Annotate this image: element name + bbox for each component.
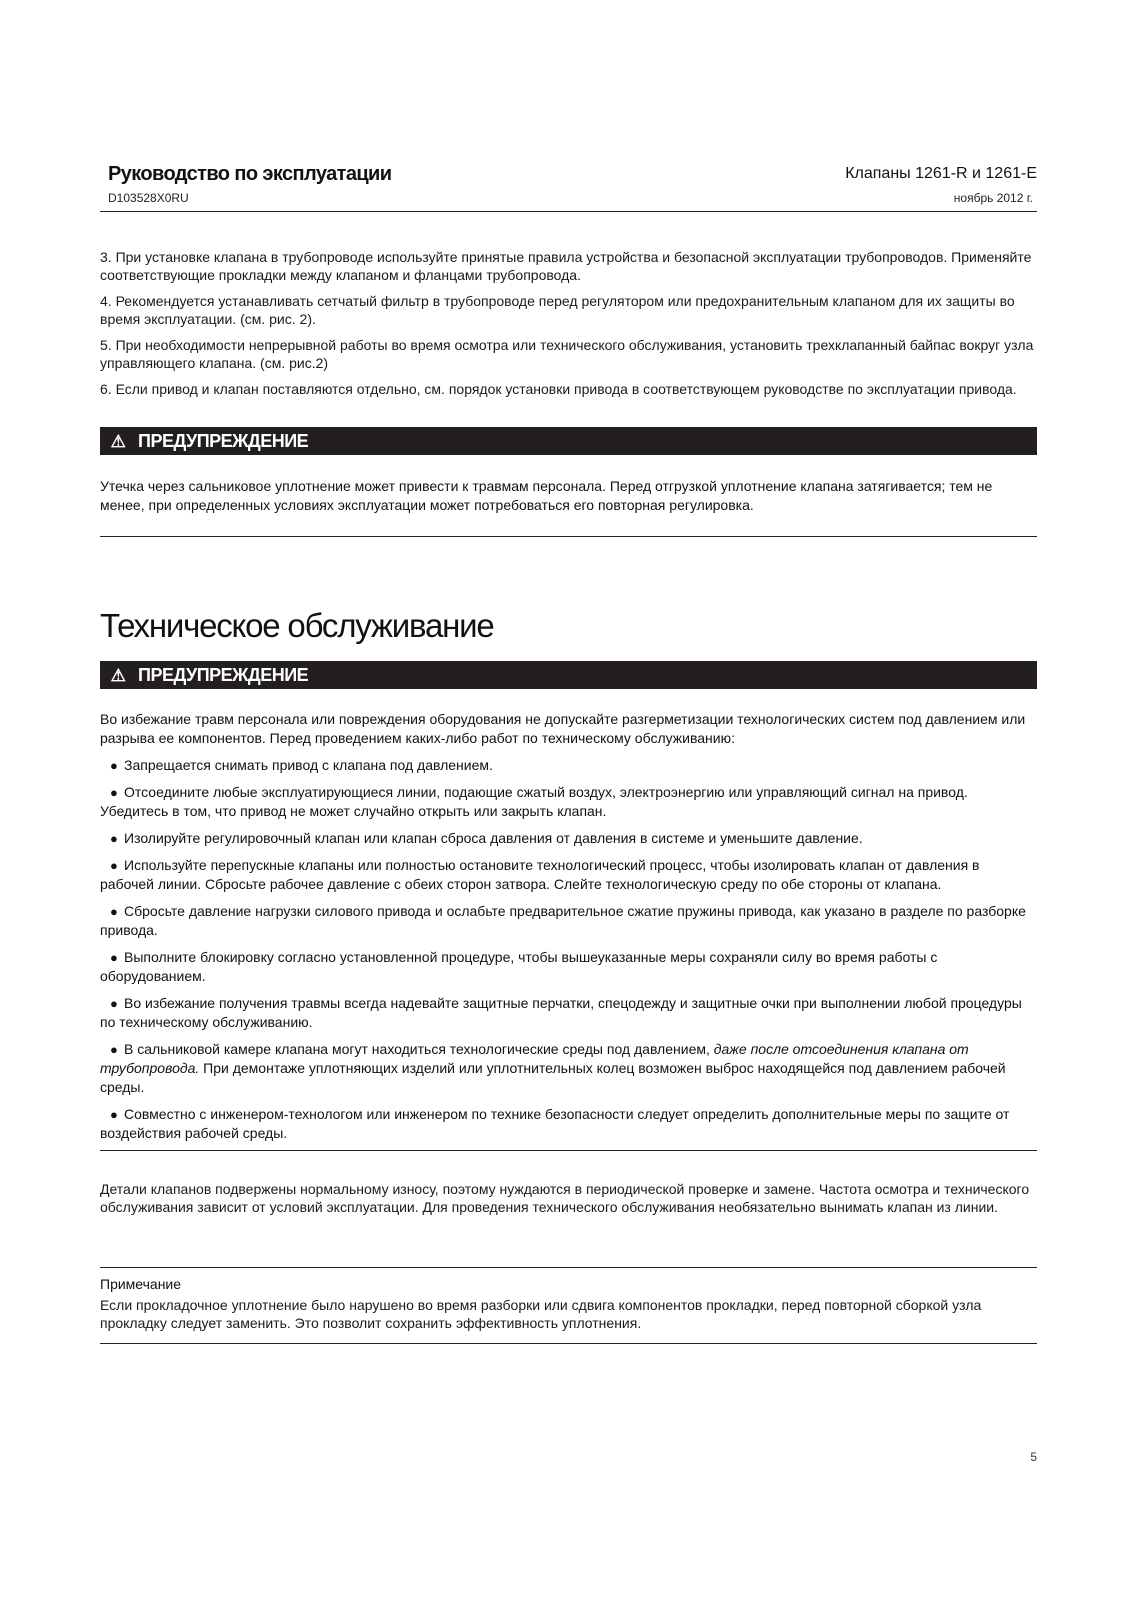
product-name: Клапаны 1261-R и 1261-E xyxy=(845,165,1037,182)
bullet-icon: ● xyxy=(110,858,118,873)
install-step-4: 4. Рекомендуется устанавливать сетчатый фильтр в трубопроводе перед регулятором или предохранительным клапаном для их защиты во время эксплуатации. (см. рис. 2). xyxy=(100,293,1015,327)
bullet-icon: ● xyxy=(110,831,118,846)
bullet-item: ● Изолируйте регулировочный клапан или клапан сброса давления от давления в системе и уменьшите давление. xyxy=(110,830,863,846)
note-divider-top xyxy=(100,1267,1037,1268)
bullet-item: ● Используйте перепускные клапаны или полностью остановите технологический процесс, чтобы изолировать клапан от давления в рабочей линии. Сбросьте рабочее давление с обеих сторон затвора. Слейте технологическую среду по обе стороны от клапана. xyxy=(100,857,980,892)
bullet-item: ● Совместно с инженером-технологом или инженером по технике безопасности следует определить дополнительные меры по защите от воздействия рабочей среды. xyxy=(100,1106,1010,1141)
warning-body xyxy=(100,710,1037,1151)
bullet-item: ● Во избежание получения травмы всегда надевайте защитные перчатки, спецодежду и защитные очки при выполнении любой процедуры по техническому обслуживанию. xyxy=(100,995,1022,1030)
header-divider xyxy=(100,211,1037,212)
bullet-icon: ● xyxy=(110,785,118,800)
warning-label: ПРЕДУПРЕЖДЕНИЕ xyxy=(138,665,309,685)
maintenance-paragraph xyxy=(100,1180,1037,1216)
bullet-item: ● Сбросьте давление нагрузки силового привода и ослабьте предварительное сжатие пружины привода, как указано в разделе по разборке привода. xyxy=(100,903,1026,938)
bullet-icon: ● xyxy=(110,1107,118,1122)
bullet-icon: ● xyxy=(110,758,118,773)
warning-divider xyxy=(100,536,1037,537)
page-subheader xyxy=(100,191,1037,207)
bullet-item: ● Запрещается снимать привод с клапана под давлением. xyxy=(110,757,493,773)
warning-text: Утечка через сальниковое уплотнение может привести к травмам персонала. Перед отгрузкой уплотнение клапана затягивается; тем не менее, при определенных условиях эксплуатации может потребоваться его повторная регулировка. xyxy=(100,478,993,513)
warning-body xyxy=(100,477,1037,515)
warning-triangle-icon: ⚠ xyxy=(110,666,126,685)
maintenance-text: Детали клапанов подвержены нормальному износу, поэтому нуждаются в периодической проверке и замене. Частота осмотра и технического обслуживания зависит от условий эксплуатации. Для проведения технического обслуживания необязательно вынимать клапан из линии. xyxy=(100,1181,1030,1215)
bullet-icon: ● xyxy=(110,950,118,965)
warning-triangle-icon: ⚠ xyxy=(110,432,126,451)
warning-label: ПРЕДУПРЕЖДЕНИЕ xyxy=(138,431,309,451)
note-text: Если прокладочное уплотнение было нарушено во время разборки или сдвига компонентов прокладки, перед повторной сборкой узла прокладку следует заменить. Это позволит сохранить эффективность уплотнения. xyxy=(100,1297,982,1331)
note-block xyxy=(100,1276,1037,1332)
installation-steps xyxy=(100,248,1037,406)
page-number: 5 xyxy=(1030,1450,1037,1464)
bullet-icon: ● xyxy=(110,996,118,1011)
install-step-6: 6. Если привод и клапан поставляются отдельно, см. порядок установки привода в соответствующем руководстве по эксплуатации привода. xyxy=(100,381,1017,397)
install-step-3: 3. При установке клапана в трубопроводе используйте принятые правила устройства и безопасной эксплуатации трубопроводов. Применяйте соответствующие прокладки между клапаном и фланцами трубопровода. xyxy=(100,249,1032,283)
document-date: ноябрь 2012 г. xyxy=(953,191,1033,205)
page-header xyxy=(100,163,1037,189)
bullet-item: ● В сальниковой камере клапана могут находиться технологические среды под давлением, даже после отсоединения клапана от трубопровода. При демонтаже уплотняющих изделий или уплотнительных колец возможен выброс находящейся под давлением рабочей среды. xyxy=(100,1041,1006,1095)
bullet-icon: ● xyxy=(110,904,118,919)
warning-banner xyxy=(100,427,1037,455)
install-step-5: 5. При необходимости непрерывной работы во время осмотра или технического обслуживания, установить трехклапанный байпас вокруг узла управляющего клапана. (см. рис.2) xyxy=(100,337,1034,371)
warning-divider xyxy=(100,1150,1037,1151)
bullet-item: ● Отсоедините любые эксплуатирующиеся линии, подающие сжатый воздух, электроэнергию или управляющий сигнал на привод. Убедитесь в том, что привод не может случайно открыть или закрыть клапан. xyxy=(100,784,968,819)
document-title: Руководство по эксплуатации xyxy=(108,163,392,185)
note-divider-bottom xyxy=(100,1343,1037,1344)
note-title: Примечание xyxy=(100,1276,182,1292)
warning-intro: Во избежание травм персонала или повреждения оборудования не допускайте разгерметизации технологических систем под давлением или разрыва ее компонентов. Перед проведением каких-либо работ по техническому обслуживанию: xyxy=(100,711,1026,746)
bullet-icon: ● xyxy=(110,1042,118,1057)
warning-banner xyxy=(100,661,1037,689)
emphasis-text: даже после отсоединения клапана от трубопровода. xyxy=(100,1041,969,1076)
section-title: Техническое обслуживание xyxy=(100,607,494,644)
document-code: D103528X0RU xyxy=(108,191,189,205)
bullet-item: ● Выполните блокировку согласно установленной процедуре, чтобы вышеуказанные меры сохраняли силу во время работы с оборудованием. xyxy=(100,949,938,984)
